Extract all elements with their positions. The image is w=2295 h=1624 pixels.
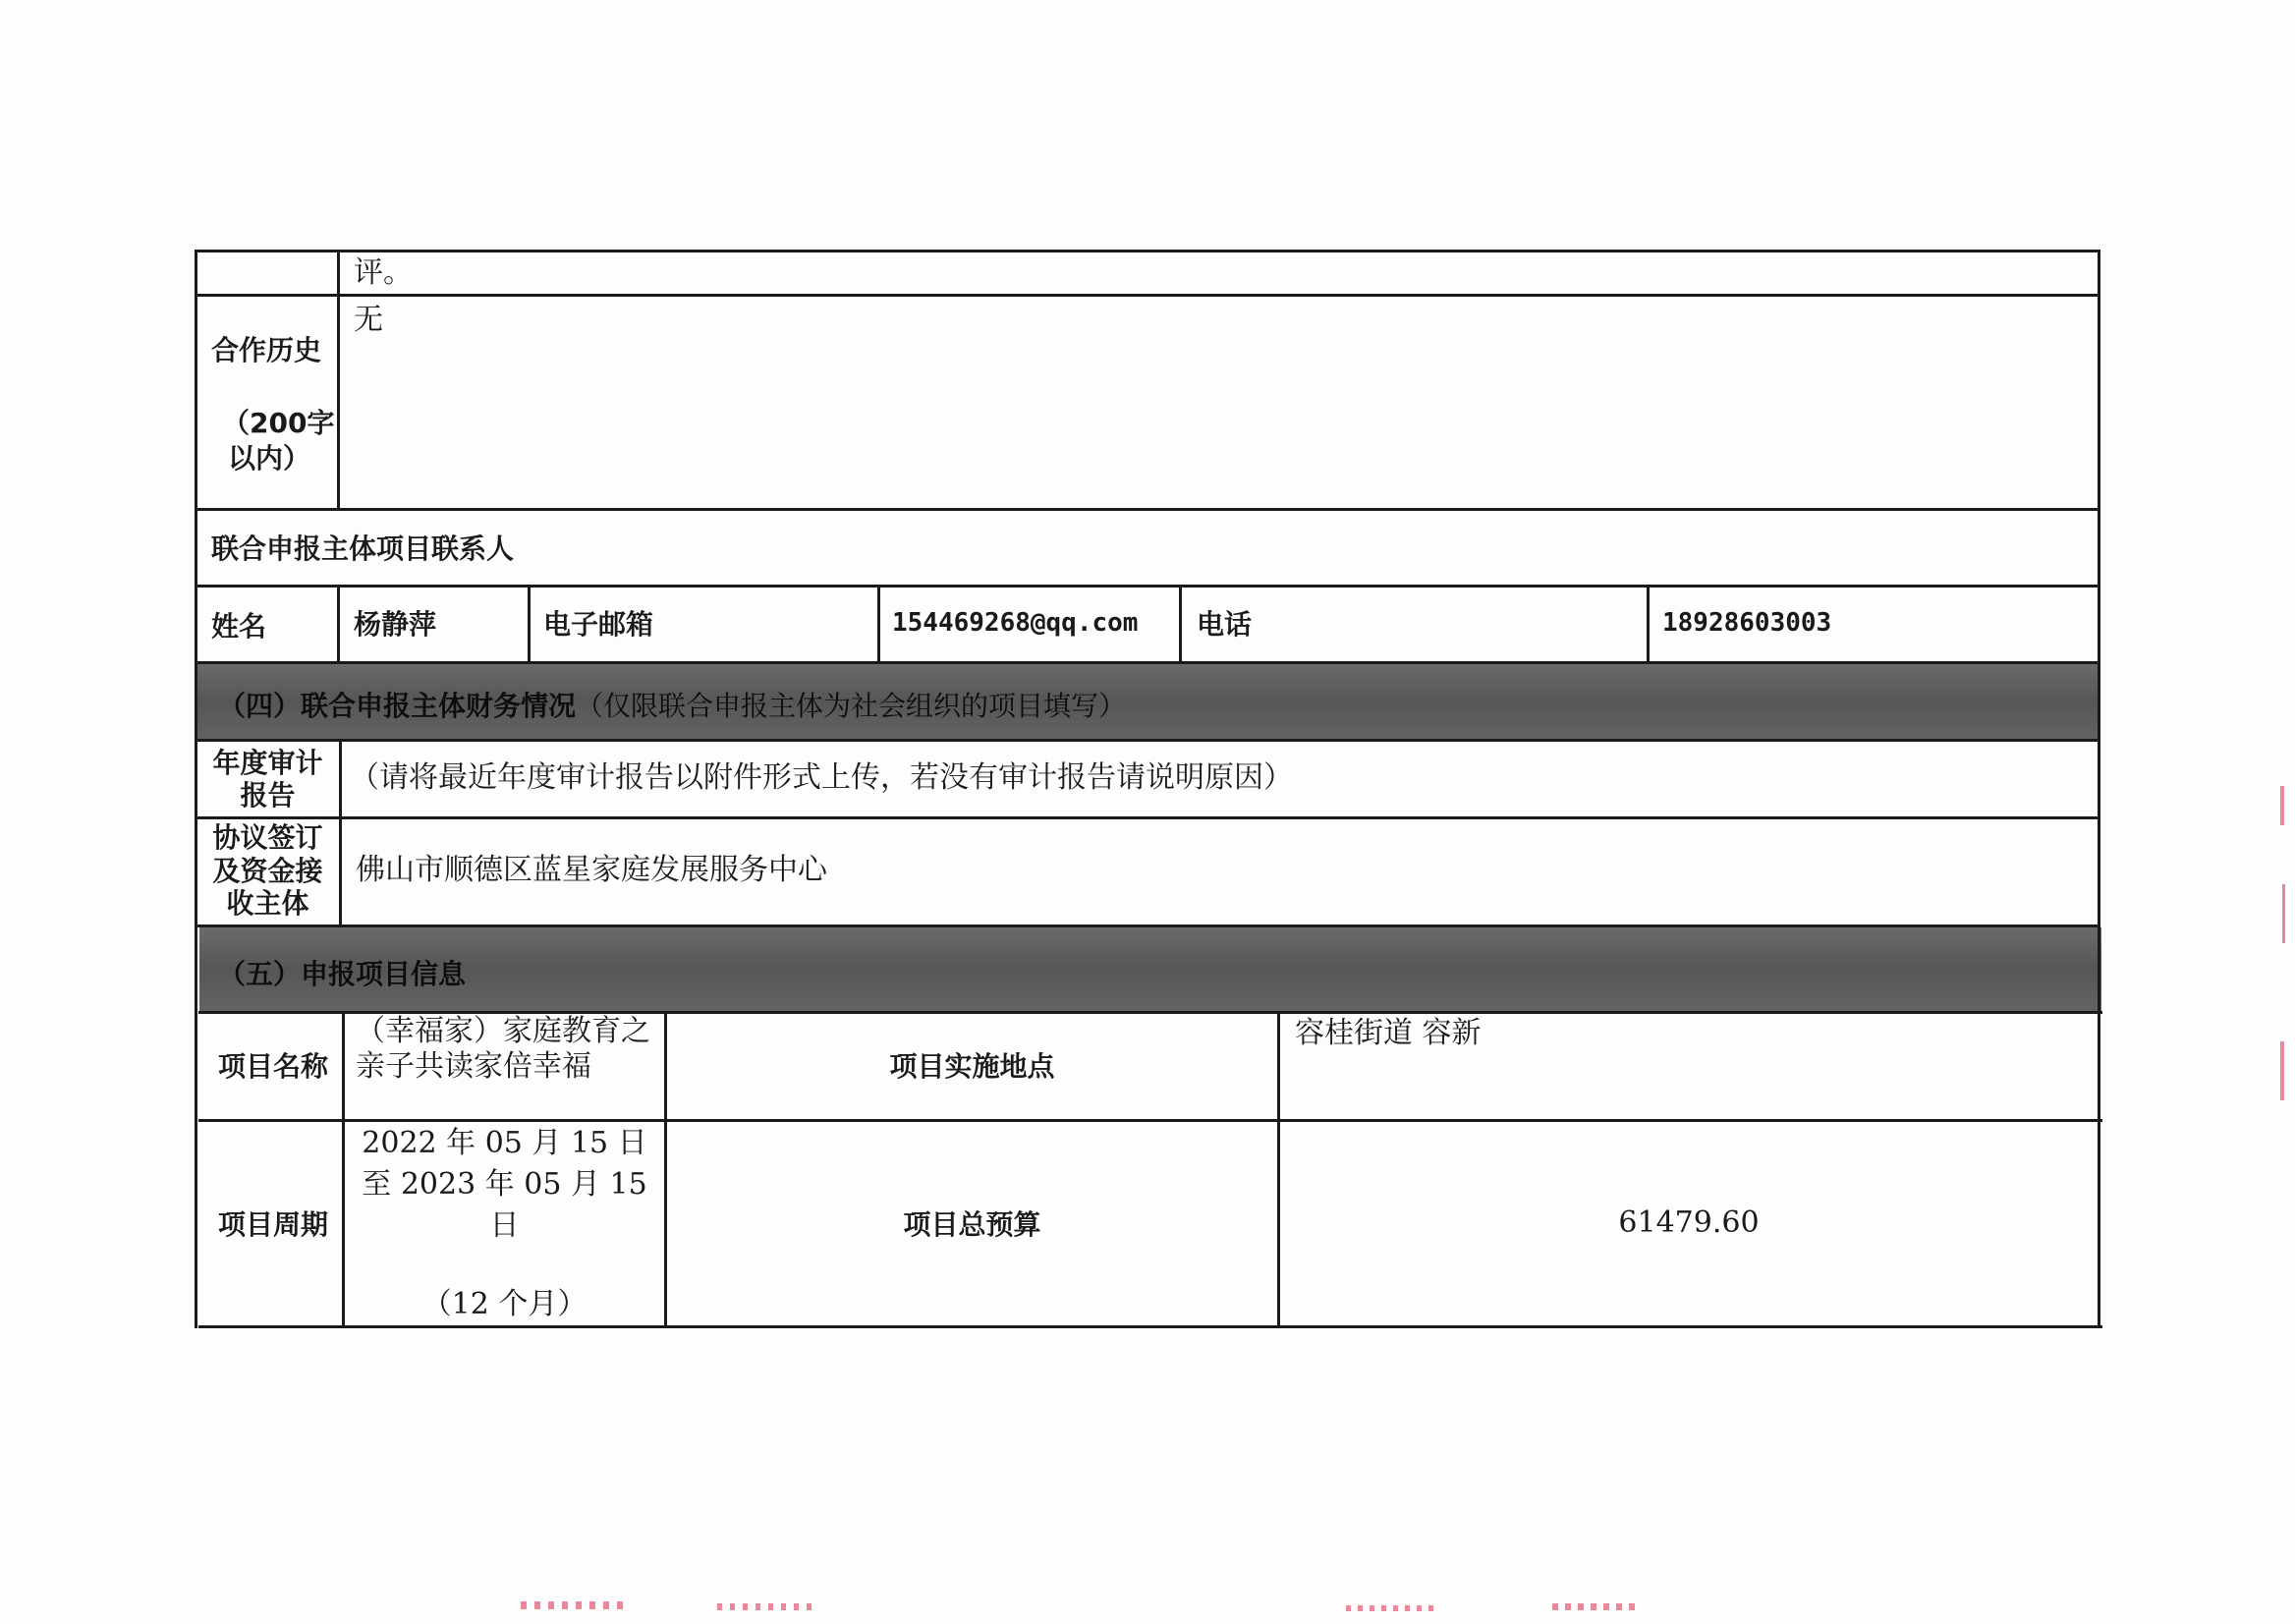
- section5-band: [199, 927, 2101, 1011]
- project-name-value: （幸福家）家庭教育之 亲子共读家倍幸福: [356, 1014, 650, 1084]
- stamp-mark: [2275, 786, 2289, 825]
- history-label: 合作历史: [211, 334, 322, 366]
- history-label-note: （200字: [222, 407, 335, 439]
- location-value: 容桂街道 容新: [1295, 1016, 1482, 1050]
- col-divider: [337, 250, 340, 511]
- row-divider: [195, 294, 2099, 297]
- period-label: 项目周期: [218, 1208, 329, 1241]
- section4-note: （仅限联合申报主体为社会组织的项目填写）: [576, 690, 1127, 722]
- budget-value: 61479.60: [1618, 1205, 1760, 1240]
- name-label: 姓名: [211, 610, 267, 643]
- agreement-value: 佛山市顺德区蓝星家庭发展服务中心: [356, 853, 827, 887]
- project-name-label: 项目名称: [218, 1050, 329, 1083]
- table-top-border: [195, 250, 2099, 252]
- stamp-mark: [2275, 1041, 2289, 1100]
- table-bottom-border: [198, 1325, 2102, 1328]
- col-divider: [337, 585, 340, 664]
- stamp-mark: [717, 1603, 815, 1610]
- col-divider: [1647, 585, 1650, 664]
- col-divider: [877, 585, 880, 664]
- phone-label: 电话: [1197, 608, 1253, 641]
- stamp-mark: [521, 1601, 629, 1609]
- phone-value: 18928603003: [1662, 608, 1832, 638]
- contact-section-title: 联合申报主体项目联系人: [211, 532, 515, 565]
- stamp-mark: [1552, 1603, 1641, 1610]
- section5-heading: （五）申报项目信息: [218, 958, 467, 990]
- email-label: 电子邮箱: [543, 608, 654, 641]
- email-value: 154469268@qq.com: [892, 608, 1139, 638]
- budget-label: 项目总预算: [903, 1208, 1041, 1241]
- col-divider: [528, 585, 531, 664]
- col-divider: [339, 739, 342, 927]
- row-divider: [196, 816, 2100, 819]
- name-value: 杨静萍: [354, 608, 437, 641]
- agreement-label: 协议签订 及资金接 收主体: [212, 821, 323, 921]
- history-value: 无: [354, 303, 383, 337]
- section4-heading: [218, 685, 1126, 724]
- prev-row-text: 评。: [354, 255, 413, 290]
- row-divider: [196, 739, 2100, 742]
- table-right-border: [2098, 250, 2100, 1328]
- row-divider: [195, 585, 2099, 588]
- stamp-mark: [2277, 884, 2289, 943]
- stamp-mark: [1346, 1605, 1434, 1611]
- period-value: 2022 年 05 月 15 日 至 2023 年 05 月 15 日 （12 个月）: [362, 1126, 647, 1321]
- audit-label: 年度审计 报告: [212, 747, 323, 812]
- row-divider: [195, 508, 2099, 511]
- location-label: 项目实施地点: [889, 1050, 1055, 1083]
- section4-title: （四）联合申报主体财务情况: [218, 690, 577, 722]
- audit-value: （请将最近年度审计报告以附件形式上传，若没有审计报告请说明原因）: [350, 760, 1293, 795]
- history-label-note: 以内）: [228, 442, 311, 475]
- col-divider: [1277, 1011, 1280, 1328]
- col-divider: [1179, 585, 1182, 664]
- row-divider: [198, 1119, 2102, 1122]
